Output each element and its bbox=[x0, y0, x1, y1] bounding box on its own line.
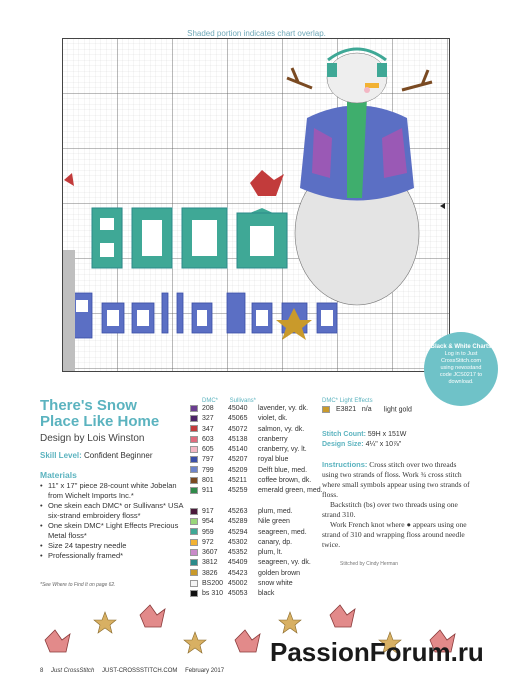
key-color-name: seagreen, med. bbox=[258, 528, 307, 536]
key-row bbox=[190, 414, 323, 424]
floss-swatch-icon bbox=[190, 528, 198, 535]
key-color-name: plum, med. bbox=[258, 507, 293, 515]
materials-list bbox=[40, 481, 190, 561]
le-sul: n/a bbox=[361, 406, 372, 414]
key-row bbox=[190, 558, 323, 568]
key-color-name: snow white bbox=[258, 580, 293, 588]
floss-swatch-icon bbox=[190, 518, 198, 525]
key-color-name: seagreen, vy. dk. bbox=[258, 559, 311, 567]
key-dmc: 327 bbox=[202, 415, 214, 423]
key-sullivans: 45072 bbox=[228, 425, 248, 433]
bw-badge-line: using newsstand bbox=[440, 365, 482, 371]
key-color-name: cranberry, vy. lt. bbox=[258, 446, 307, 454]
instructions-label: Instructions: bbox=[322, 460, 368, 469]
floss-swatch-icon bbox=[190, 487, 198, 494]
key-sullivans: 45294 bbox=[228, 528, 248, 536]
key-row bbox=[190, 507, 323, 517]
key-dmc: 3812 bbox=[202, 559, 218, 567]
materials-item: • Size 24 tapestry needle bbox=[40, 541, 190, 551]
floss-swatch-icon bbox=[190, 436, 198, 443]
key-dmc: 801 bbox=[202, 477, 214, 485]
floss-swatch-icon bbox=[190, 508, 198, 515]
key-dmc: 917 bbox=[202, 507, 214, 515]
instructions-text-1: Cross stitch over two threads using two strands of floss. Work ¾ cross stitch where small symbols appear using two strands of floss. bbox=[322, 460, 470, 499]
materials-heading: Materials bbox=[40, 470, 77, 480]
page-footer bbox=[40, 668, 230, 674]
key-sullivans: 45259 bbox=[228, 487, 248, 495]
key-dmc: 605 bbox=[202, 446, 214, 454]
le-name: light gold bbox=[383, 406, 412, 414]
key-row bbox=[190, 404, 323, 414]
key-sullivans: 45352 bbox=[228, 549, 248, 557]
page-number: 8 bbox=[40, 668, 44, 674]
key-color-name: violet, dk. bbox=[258, 415, 288, 423]
designer-byline: Design by Lois Winston bbox=[40, 433, 145, 444]
floss-swatch-icon bbox=[190, 580, 198, 587]
key-row bbox=[190, 435, 323, 445]
skill-value: Confident Beginner bbox=[84, 451, 153, 460]
instructions-p2: Backstitch (bs) over two threads using one strand 310. bbox=[322, 500, 458, 519]
key-row bbox=[190, 548, 323, 558]
key-sullivans: 45302 bbox=[228, 538, 248, 546]
key-sullivans: 45209 bbox=[228, 466, 248, 474]
magazine-name: Just CrossStitch bbox=[51, 668, 95, 674]
skill-level bbox=[40, 451, 153, 460]
instructions-p3: Work French knot where ● appears using one strand of 310 and wrapping floss around needle twice. bbox=[322, 520, 467, 549]
key-color-name: black bbox=[258, 590, 275, 598]
chart-overlap-note: Shaded portion indicates chart overlap. bbox=[187, 29, 326, 38]
key-row bbox=[190, 579, 323, 589]
materials-item: • One skein each DMC* or Sullivans* USA six-strand embroidery floss* bbox=[40, 501, 190, 521]
key-dmc: 797 bbox=[202, 456, 214, 464]
key-color-name: cranberry bbox=[258, 435, 288, 443]
key-row bbox=[190, 538, 323, 548]
materials-item: • Professionally framed* bbox=[40, 551, 190, 561]
overlap-shading bbox=[63, 250, 75, 370]
key-row bbox=[190, 497, 323, 507]
key-row bbox=[190, 445, 323, 455]
key-color-name: salmon, vy. dk. bbox=[258, 425, 305, 433]
light-effects-heading: DMC* Light Effects bbox=[322, 398, 373, 404]
materials-note: *See Where to Find It on page 62. bbox=[40, 582, 116, 588]
key-dmc: 347 bbox=[202, 425, 214, 433]
key-row bbox=[190, 589, 323, 599]
key-sullivans: 45207 bbox=[228, 456, 248, 464]
key-sullivans: 45002 bbox=[228, 580, 248, 588]
materials-item: • 11" x 17" piece 28-count white Jobelan from Wichelt Imports Inc.* bbox=[40, 481, 190, 501]
key-row bbox=[190, 466, 323, 476]
stitched-by: Stitched by Cindy Herman bbox=[340, 561, 399, 567]
floss-swatch-icon bbox=[190, 590, 198, 597]
key-color-name: plum, lt. bbox=[258, 549, 283, 557]
stitch-count bbox=[322, 430, 406, 440]
key-dmc: 799 bbox=[202, 466, 214, 474]
floss-swatch-icon bbox=[190, 415, 198, 422]
watermark: PassionForum.ru bbox=[270, 637, 484, 667]
design-size bbox=[322, 440, 406, 450]
design-size-label: Design Size: bbox=[322, 441, 364, 448]
gold-swatch-icon bbox=[322, 406, 330, 413]
floss-swatch-icon bbox=[190, 539, 198, 546]
key-sullivans: 45423 bbox=[228, 569, 248, 577]
stitch-count-value: 59H x 151W bbox=[367, 431, 407, 438]
key-dmc: 959 bbox=[202, 528, 214, 536]
key-sullivans: 45065 bbox=[228, 415, 248, 423]
light-effects-row bbox=[322, 406, 412, 413]
bw-badge-line: CrossStitch.com bbox=[440, 358, 482, 364]
bw-badge-line: code JCS0217 to bbox=[439, 372, 483, 378]
key-color-name: emerald green, med. bbox=[258, 487, 323, 495]
floss-swatch-icon bbox=[190, 549, 198, 556]
key-row bbox=[190, 425, 323, 435]
design-size-value: 4¼" x 10⅞" bbox=[365, 441, 402, 448]
key-dmc: bs 310 bbox=[202, 590, 224, 598]
floss-swatch-icon bbox=[190, 477, 198, 484]
le-code: E3821 bbox=[335, 406, 357, 414]
materials-item: • One skein DMC* Light Effects Precious Metal floss* bbox=[40, 521, 190, 541]
key-sullivans: 45138 bbox=[228, 435, 248, 443]
key-row bbox=[190, 517, 323, 527]
floss-swatch-icon bbox=[190, 456, 198, 463]
key-color-name: lavender, vy. dk. bbox=[258, 405, 309, 412]
key-head-sullivans: Sullivans* bbox=[229, 398, 257, 404]
color-key bbox=[190, 398, 323, 600]
pattern-title: There's Snow Place Like Home bbox=[40, 397, 160, 430]
key-dmc: 3607 bbox=[202, 549, 218, 557]
key-color-name: canary, dp. bbox=[258, 538, 293, 546]
cross-stitch-chart bbox=[62, 38, 450, 372]
key-row bbox=[190, 486, 323, 496]
key-sullivans: 45040 bbox=[228, 405, 248, 412]
key-row bbox=[190, 476, 323, 486]
key-dmc: 911 bbox=[202, 487, 214, 495]
floss-swatch-icon bbox=[190, 559, 198, 566]
key-dmc: 603 bbox=[202, 435, 214, 443]
floss-swatch-icon bbox=[190, 425, 198, 432]
key-rows bbox=[190, 404, 323, 600]
key-dmc: 972 bbox=[202, 538, 214, 546]
key-sullivans: 45140 bbox=[228, 446, 248, 454]
key-dmc: 3826 bbox=[202, 569, 218, 577]
floss-swatch-icon bbox=[190, 446, 198, 453]
stitch-count-label: Stitch Count: bbox=[322, 431, 366, 438]
key-color-name: Nile green bbox=[258, 518, 290, 526]
skill-label: Skill Level: bbox=[40, 451, 82, 460]
key-color-name: Delft blue, med. bbox=[258, 466, 308, 474]
key-dmc: 208 bbox=[202, 405, 214, 412]
floss-swatch-icon bbox=[190, 569, 198, 576]
key-sullivans: 45053 bbox=[228, 590, 248, 598]
key-row bbox=[190, 455, 323, 465]
issue-date: February 2017 bbox=[185, 668, 225, 674]
key-color-name: coffee brown, dk. bbox=[258, 477, 312, 485]
floss-swatch-icon bbox=[190, 497, 198, 504]
key-dmc: 954 bbox=[202, 518, 214, 526]
instructions bbox=[322, 460, 472, 550]
key-sullivans: 45263 bbox=[228, 507, 248, 515]
key-head-dmc: DMC* bbox=[202, 398, 218, 404]
bw-badge-line: Log in to Just bbox=[444, 351, 478, 357]
floss-swatch-icon bbox=[190, 405, 198, 412]
bw-badge-line: download. bbox=[448, 379, 474, 385]
key-row bbox=[190, 528, 323, 538]
stitch-info bbox=[322, 430, 406, 450]
instructions-p1 bbox=[322, 460, 472, 500]
site-url: JUST-CROSSSTITCH.COM bbox=[102, 668, 178, 674]
bw-charts-badge bbox=[424, 332, 498, 406]
key-row bbox=[190, 569, 323, 579]
floss-swatch-icon bbox=[190, 466, 198, 473]
key-color-name: golden brown bbox=[258, 569, 301, 577]
key-sullivans: 45289 bbox=[228, 518, 248, 526]
key-sullivans: 45409 bbox=[228, 559, 248, 567]
key-color-name: royal blue bbox=[258, 456, 289, 464]
bw-badge-title: Black & White Charts bbox=[430, 344, 492, 350]
key-dmc: BS200 bbox=[202, 580, 224, 588]
key-sullivans: 45211 bbox=[228, 477, 247, 485]
